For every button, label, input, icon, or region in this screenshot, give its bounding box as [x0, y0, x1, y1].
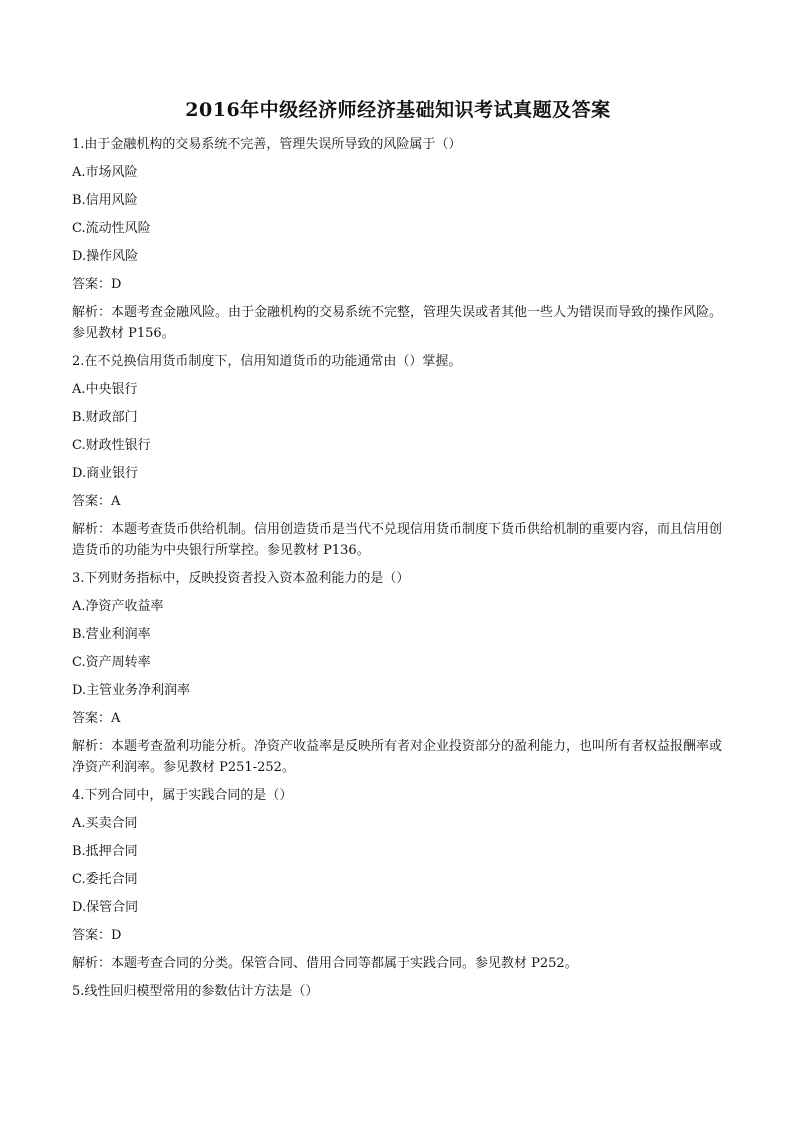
question-2-answer: 答案：A: [72, 494, 121, 509]
question-5-stem: 5.线性回归模型常用的参数估计方法是（）: [72, 984, 319, 999]
question-2-option-b: B.财政部门: [72, 410, 138, 425]
question-3-analysis: 解析：本题考查盈利功能分析。净资产收益率是反映所有者对企业投资部分的盈利能力，也叫所有者权益报酬率或净资产利润率。参见教材 P251-252。: [72, 739, 723, 775]
question-4: [72, 785, 724, 974]
question-4-answer: 答案：D: [72, 928, 122, 943]
question-1-option-b: B.信用风险: [72, 193, 138, 208]
question-1-stem: 1.由于金融机构的交易系统不完善，管理失误所导致的风险属于（）: [72, 137, 462, 152]
question-4-option-a: A.买卖合同: [72, 816, 138, 831]
question-3: [72, 568, 724, 778]
question-4-option-b: B.抵押合同: [72, 844, 138, 859]
question-1-answer: 答案：D: [72, 277, 122, 292]
question-2-option-c: C.财政性银行: [72, 438, 151, 453]
question-2-option-d: D.商业银行: [72, 466, 139, 481]
question-3-option-a: A.净资产收益率: [72, 599, 164, 614]
question-2-option-a: A.中央银行: [72, 382, 138, 397]
question-4-option-c: C.委托合同: [72, 872, 138, 887]
question-3-stem: 3.下列财务指标中，反映投资者投入资本盈利能力的是（）: [72, 571, 410, 586]
question-3-option-b: B.营业利润率: [72, 627, 151, 642]
question-3-option-c: C.资产周转率: [72, 655, 151, 670]
question-2: [72, 351, 724, 561]
question-3-answer: 答案：A: [72, 711, 121, 726]
page-title: 2016年中级经济师经济基础知识考试真题及答案: [185, 99, 611, 121]
question-5: [72, 981, 724, 1002]
question-4-analysis: 解析：本题考查合同的分类。保管合同、借用合同等都属于实践合同。参见教材 P252。: [72, 956, 578, 971]
question-1: [72, 134, 724, 344]
question-1-option-c: C.流动性风险: [72, 221, 151, 236]
question-1-analysis: 解析：本题考查金融风险。由于金融机构的交易系统不完整，管理失误或者其他一些人为错误而导致的操作风险。参见教材 P156。: [72, 305, 723, 341]
question-3-option-d: D.主管业务净利润率: [72, 683, 191, 698]
question-2-stem: 2.在不兑换信用货币制度下，信用知道货币的功能通常由（）掌握。: [72, 354, 462, 369]
question-2-analysis: 解析：本题考查货币供给机制。信用创造货币是当代不兑现信用货币制度下货币供给机制的重要内容，而且信用创造货币的功能为中央银行所掌控。参见教材 P136。: [72, 522, 723, 558]
question-4-stem: 4.下列合同中，属于实践合同的是（）: [72, 788, 293, 803]
question-1-option-d: D.操作风险: [72, 249, 139, 264]
question-1-option-a: A.市场风险: [72, 165, 138, 180]
question-4-option-d: D.保管合同: [72, 900, 139, 915]
